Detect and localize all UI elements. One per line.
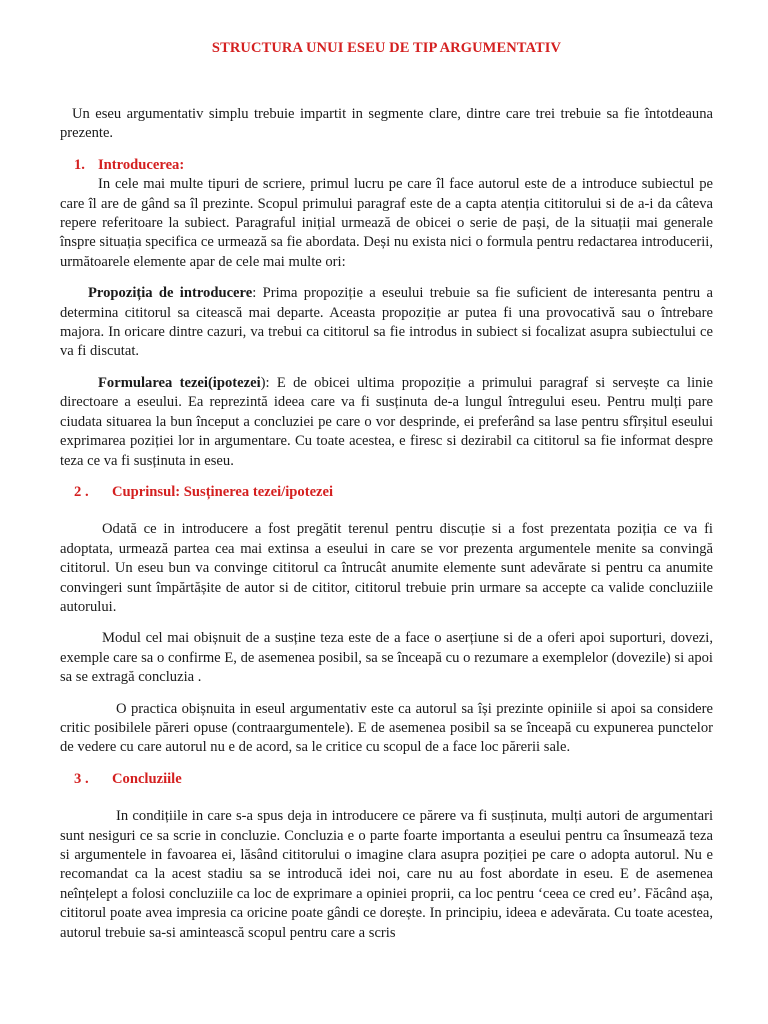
- section-2-heading: [60, 483, 713, 502]
- item-1-text: : Prima propoziție a eseului trebuie sa fie suficient de interesanta pentru a determina cititorul sa citească mai departe. Aceasta propoziție ar putea fi una provocativă sau o întrebare majora. In oricare dintre cazuri, va trebui ca cititorul sa fie introdus in subiect si focalizat asupra subiectului ce va fi discutat.: [60, 285, 713, 360]
- section-1-item-1: [60, 284, 713, 362]
- section-3-paragraph-1: In condițiile in care s-a spus deja in introducere ce părere va fi susținuta, mulți autori de argumentari sunt nesiguri ce sa scrie in concluzie. Concluzia e o parte foarte importanta a eseului pentru ca însumează teza si argumentele in favoarea ei, lăsând cititorului o imagine clara asupra poziției pe care o adopta autorul. Nu e recomandat ca la acest stadiu sa se introducă idei noi, care nu au fost abordate in eseu. E de asemenea neînțelept a folosi concluziile ca loc de exprimare a opiniei proprii, ca loc pentru ‘ceea ce cred eu’. Făcând așa, cititorul poate avea impresia ca oricine poate gândi ce dorește. In principiu, ideea e adevărata. Cu toate acestea, autorul trebuie sa-si amintească scopul pentru care a scris: [60, 808, 713, 941]
- section-2-paragraph-1: Odată ce in introducere a fost pregătit terenul pentru discuție si a fost prezentata poziția ce va fi adoptata, urmează partea cea mai extinsa a eseului in care se vor prezenta argumentele menite sa convingă cititorul. Un eseu bun va convinge cititorul ca întrucât anumite elemente sunt adevărate si pentru ca anumite convingeri sunt împărtășite de autor si de cititor, cititorul trebuie prin urmare sa accepte ca valide concluziile autorului.: [60, 521, 713, 615]
- section-1-number: 1.: [74, 156, 85, 173]
- section-2-title: Cuprinsul: Susținerea tezei/ipotezei: [112, 483, 334, 500]
- section-1-paragraph: In cele mai multe tipuri de scriere, primul lucru pe care îl face autorul este de a introduce subiectul pe care îl are de gând sa îl prezinte. Scopul primului paragraf este de a capta atenția cititorului si de a-i da câteva repere referitoare la subiect. Paragraful inițial urmează de obicei o serie de pași, de la situații mai generale înspre situația specifica ce urmează sa fie abordata. Deși nu exista nici o formula pentru redactarea introducerii, următoarele elemente apar de cele mai multe ori:: [60, 176, 713, 270]
- section-3-title: Concluziile: [112, 770, 182, 787]
- section-2-number: 2 .: [74, 483, 89, 500]
- document-title: STRUCTURA UNUI ESEU DE TIP ARGUMENTATIV: [211, 40, 562, 56]
- section-1-item-2: [60, 374, 713, 471]
- section-3-number: 3 .: [74, 770, 89, 787]
- section-2-paragraph-2: Modul cel mai obișnuit de a susține teza este de a face o aserțiune si de a oferi apoi suporturi, dovezi, exemple care sa o confirme E, de asemenea posibil, sa se înceapă cu o rezumare a exemplelor (dovezile) si apoi sa se extragă concluzia .: [60, 630, 713, 686]
- section-3-heading: [60, 770, 713, 789]
- section-2-paragraph-3: O practica obișnuita in eseul argumentativ este ca autorul sa își prezinte opiniile si apoi sa considere critic posibilele păreri opuse (contraargumentele). E de asemenea posibil sa se înceapă cu expunerea punctelor de vedere cu care autorul nu e de acord, sa le critice cu scopul de a face loc părerii sale.: [60, 700, 713, 756]
- section-1-heading: [60, 156, 713, 175]
- item-1-label: Propoziția de introducere: [88, 285, 253, 302]
- item-2-text: ): E de obicei ultima propoziție a primului paragraf si servește ca linie directoare a eseului. Ea reprezintă ideea care va fi susținuta de-a lungul întregului eseu. Pentru mulți pare ciudata situarea la bun început a concluziei pe care o vor desprinde, ei preferând sa lase pentru sfîrșitul eseului exprimarea poziției lor in argumentare. Cu toate acestea, e firesc si dezirabil ca cititorul sa fie informat despre teza ce va fi susținuta in eseu.: [60, 374, 713, 469]
- intro-paragraph: Un eseu argumentativ simplu trebuie impartit in segmente clare, dintre care trei trebuie sa fie întotdeauna prezente.: [60, 106, 713, 142]
- item-2-label: Formularea tezei(ipotezei: [98, 374, 261, 391]
- section-1-title: Introducerea:: [98, 156, 185, 173]
